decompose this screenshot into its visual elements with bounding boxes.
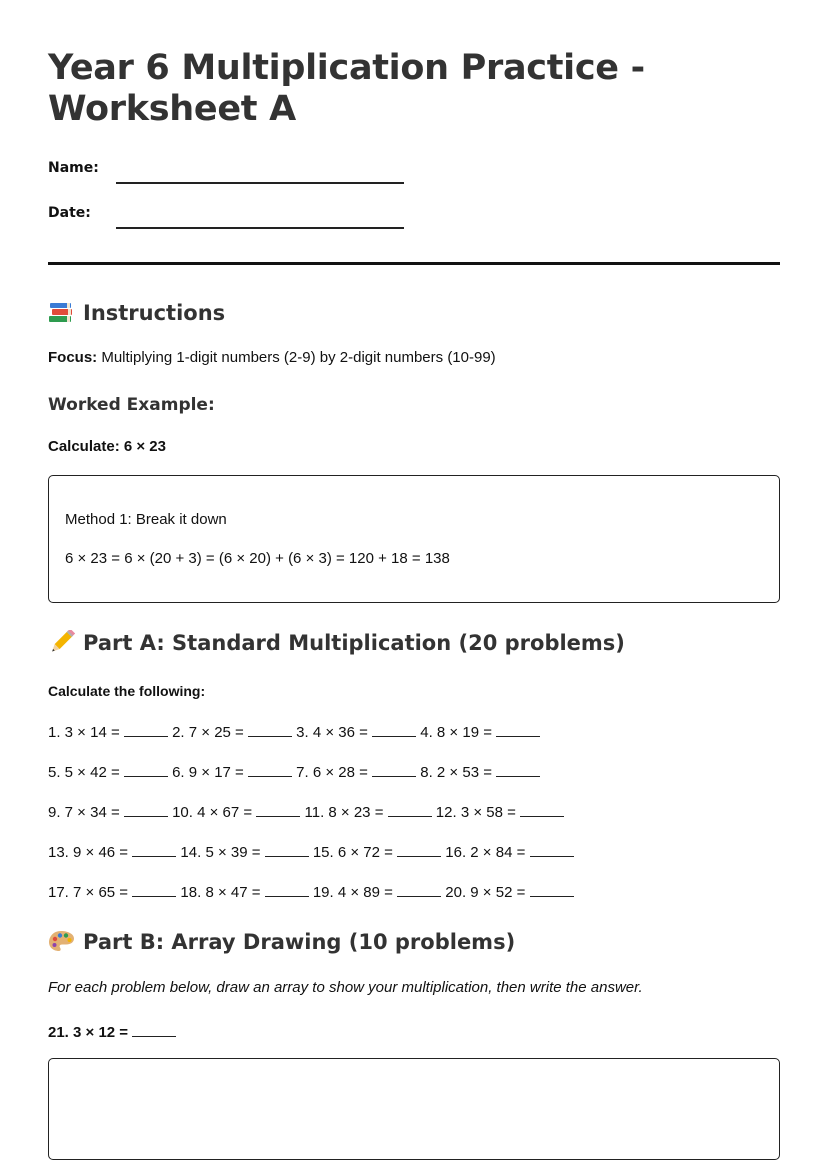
books-icon [48, 300, 75, 324]
problem-item[interactable] [420, 723, 540, 741]
answer-blank[interactable] [388, 803, 432, 817]
focus-label: Focus: [48, 349, 98, 366]
problem-row [48, 843, 574, 865]
instructions-heading [48, 300, 225, 325]
problem-text: 12. 3 × 58 = [435, 804, 521, 821]
problem-item[interactable] [313, 883, 441, 901]
part-b-heading [48, 929, 515, 954]
problem-item[interactable] [48, 723, 168, 741]
problem-text: 7. 6 × 28 = [296, 764, 373, 781]
problem-item[interactable] [172, 723, 292, 741]
answer-blank[interactable] [265, 883, 309, 897]
focus-line [48, 349, 496, 366]
problem-21 [48, 1023, 176, 1041]
problem-row [48, 883, 574, 905]
problem-item[interactable] [48, 803, 168, 821]
date-label: Date: [48, 205, 91, 221]
problem-row [48, 803, 564, 825]
answer-blank[interactable] [132, 883, 176, 897]
date-field [48, 205, 408, 235]
problem-text: 11. 8 × 23 = [304, 804, 388, 821]
answer-blank[interactable] [256, 803, 300, 817]
answer-blank[interactable] [132, 1023, 176, 1037]
problem-text: 3. 4 × 36 = [296, 724, 373, 741]
problem-item[interactable] [180, 883, 308, 901]
answer-blank[interactable] [530, 843, 574, 857]
problem-item[interactable] [445, 883, 573, 901]
problem-text: 18. 8 × 47 = [180, 884, 265, 901]
problem-text: 16. 2 × 84 = [445, 844, 530, 861]
name-field [48, 160, 408, 190]
answer-blank[interactable] [248, 763, 292, 777]
problem-item[interactable] [180, 843, 308, 861]
method-title: Method 1: Break it down [65, 511, 227, 528]
answer-blank[interactable] [397, 843, 441, 857]
part-a-heading-text: Part A: Standard Multiplication (20 problems) [83, 631, 625, 655]
focus-text: Multiplying 1-digit numbers (2-9) by 2-digit numbers (10-99) [97, 349, 496, 366]
answer-blank[interactable] [265, 843, 309, 857]
problem-text: 2. 7 × 25 = [172, 724, 248, 741]
answer-blank[interactable] [248, 723, 292, 737]
array-drawing-box[interactable] [48, 1058, 780, 1160]
answer-blank[interactable] [372, 763, 416, 777]
problem-item[interactable] [48, 883, 176, 901]
problem-item[interactable] [445, 843, 573, 861]
answer-blank[interactable] [496, 723, 540, 737]
method-line: 6 × 23 = 6 × (20 + 3) = (6 × 20) + (6 × 3) = 120 + 18 = 138 [65, 550, 450, 567]
answer-blank[interactable] [124, 763, 168, 777]
part-a-heading [48, 630, 625, 655]
problem-item[interactable] [436, 803, 564, 821]
problem-item[interactable] [420, 763, 540, 781]
problem-21-text: 21. 3 × 12 = [48, 1024, 133, 1041]
answer-blank[interactable] [397, 883, 441, 897]
problem-text: 4. 8 × 19 = [420, 724, 497, 741]
worked-example-box [48, 475, 780, 603]
problem-text: 8. 2 × 53 = [420, 764, 497, 781]
problem-item[interactable] [313, 843, 441, 861]
problem-item[interactable] [305, 803, 432, 821]
answer-blank[interactable] [372, 723, 416, 737]
problem-item[interactable] [48, 843, 176, 861]
problem-text: 13. 9 × 46 = [48, 844, 133, 861]
problem-text: 19. 4 × 89 = [312, 884, 398, 901]
problem-text: 1. 3 × 14 = [48, 724, 124, 741]
answer-blank[interactable] [124, 803, 168, 817]
answer-blank[interactable] [530, 883, 574, 897]
part-a-subheading: Calculate the following: [48, 683, 206, 699]
date-write-line [116, 227, 404, 229]
answer-blank[interactable] [520, 803, 564, 817]
header-divider [48, 262, 780, 265]
problem-item[interactable] [172, 803, 300, 821]
page-title: Year 6 Multiplication Practice - Worksheet A [48, 48, 645, 129]
instructions-heading-text: Instructions [83, 301, 226, 325]
problem-text: 10. 4 × 67 = [172, 804, 257, 821]
worked-example-heading: Worked Example: [48, 395, 215, 415]
part-b-heading-text: Part B: Array Drawing (10 problems) [83, 930, 516, 954]
problem-row [48, 723, 540, 745]
problem-item[interactable] [296, 723, 416, 741]
part-b-instruction: For each problem below, draw an array to show your multiplication, then write the answer. [48, 979, 643, 996]
problem-item[interactable] [172, 763, 292, 781]
problem-text: 15. 6 × 72 = [312, 844, 398, 861]
problem-text: 17. 7 × 65 = [48, 884, 133, 901]
palette-icon [48, 929, 75, 953]
name-write-line [116, 182, 404, 184]
problem-text: 20. 9 × 52 = [445, 884, 530, 901]
problem-text: 14. 5 × 39 = [180, 844, 265, 861]
calculate-label: Calculate: 6 × 23 [48, 438, 166, 455]
problem-text: 9. 7 × 34 = [48, 804, 124, 821]
problem-item[interactable] [296, 763, 416, 781]
answer-blank[interactable] [496, 763, 540, 777]
name-label: Name: [48, 160, 99, 176]
pencil-icon [48, 630, 75, 654]
problem-text: 6. 9 × 17 = [172, 764, 248, 781]
problem-row [48, 763, 540, 785]
problem-text: 5. 5 × 42 = [48, 764, 124, 781]
answer-blank[interactable] [124, 723, 168, 737]
problem-item[interactable] [48, 763, 168, 781]
answer-blank[interactable] [132, 843, 176, 857]
